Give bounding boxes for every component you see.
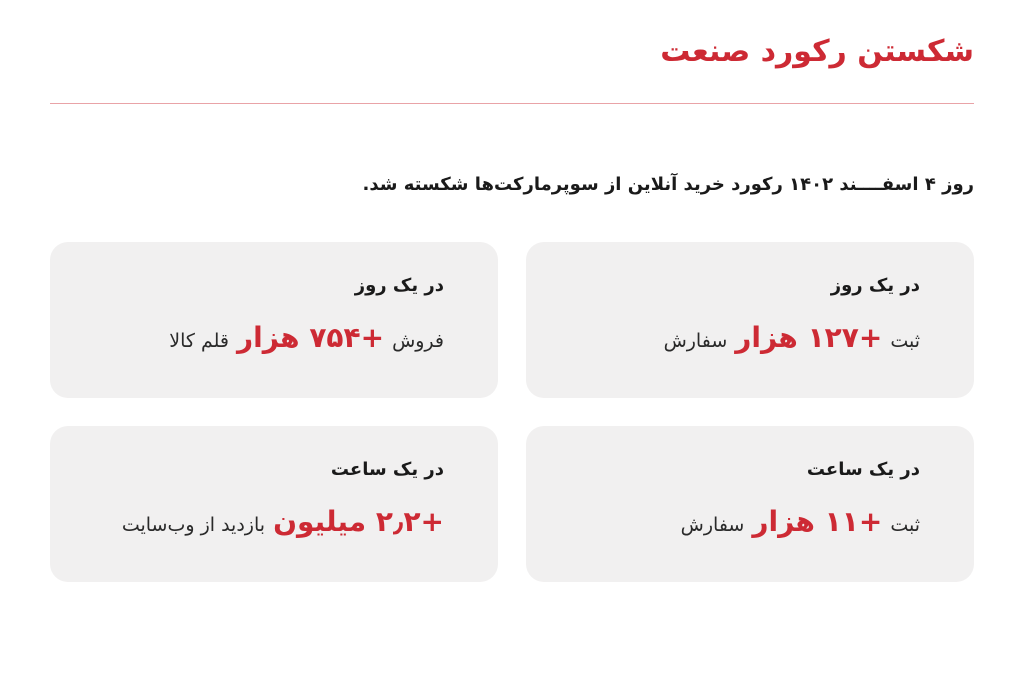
- card-label: در یک ساعت: [806, 459, 920, 480]
- stat-prefix: ثبت: [890, 330, 920, 352]
- stat-highlight: +۲٫۲ میلیون: [273, 505, 444, 538]
- stat-highlight: +۱۲۷ هزار: [735, 321, 883, 354]
- stat-card-hourly-orders: [526, 426, 974, 582]
- stat-suffix: بازدید از وب‌سایت: [121, 514, 266, 536]
- title-divider: [50, 103, 974, 104]
- stat-suffix: سفارش: [663, 330, 728, 352]
- stat-highlight: +۱۱ هزار: [752, 505, 883, 538]
- page-title: شکستن رکورد صنعت: [660, 34, 974, 69]
- stat-card-daily-items: [50, 242, 498, 398]
- card-stat: [80, 318, 444, 361]
- card-stat: [556, 318, 920, 361]
- intro-text: روز ۴ اسفــــند ۱۴۰۲ رکورد خرید آنلاین از سوپرمارکت‌ها شکسته شد.: [362, 174, 974, 195]
- stat-highlight: +۷۵۴ هزار: [237, 321, 385, 354]
- stats-grid: [50, 242, 974, 582]
- card-stat: [556, 502, 920, 545]
- card-label: در یک روز: [354, 275, 444, 296]
- stat-suffix: قلم کالا: [169, 330, 230, 352]
- stat-prefix: ثبت: [890, 514, 920, 536]
- card-stat: [80, 502, 444, 545]
- card-label: در یک ساعت: [330, 459, 444, 480]
- stat-card-daily-orders: [526, 242, 974, 398]
- stat-prefix: فروش: [392, 330, 444, 352]
- stat-suffix: سفارش: [680, 514, 745, 536]
- stat-card-hourly-visits: [50, 426, 498, 582]
- page: [50, 0, 974, 679]
- card-label: در یک روز: [830, 275, 920, 296]
